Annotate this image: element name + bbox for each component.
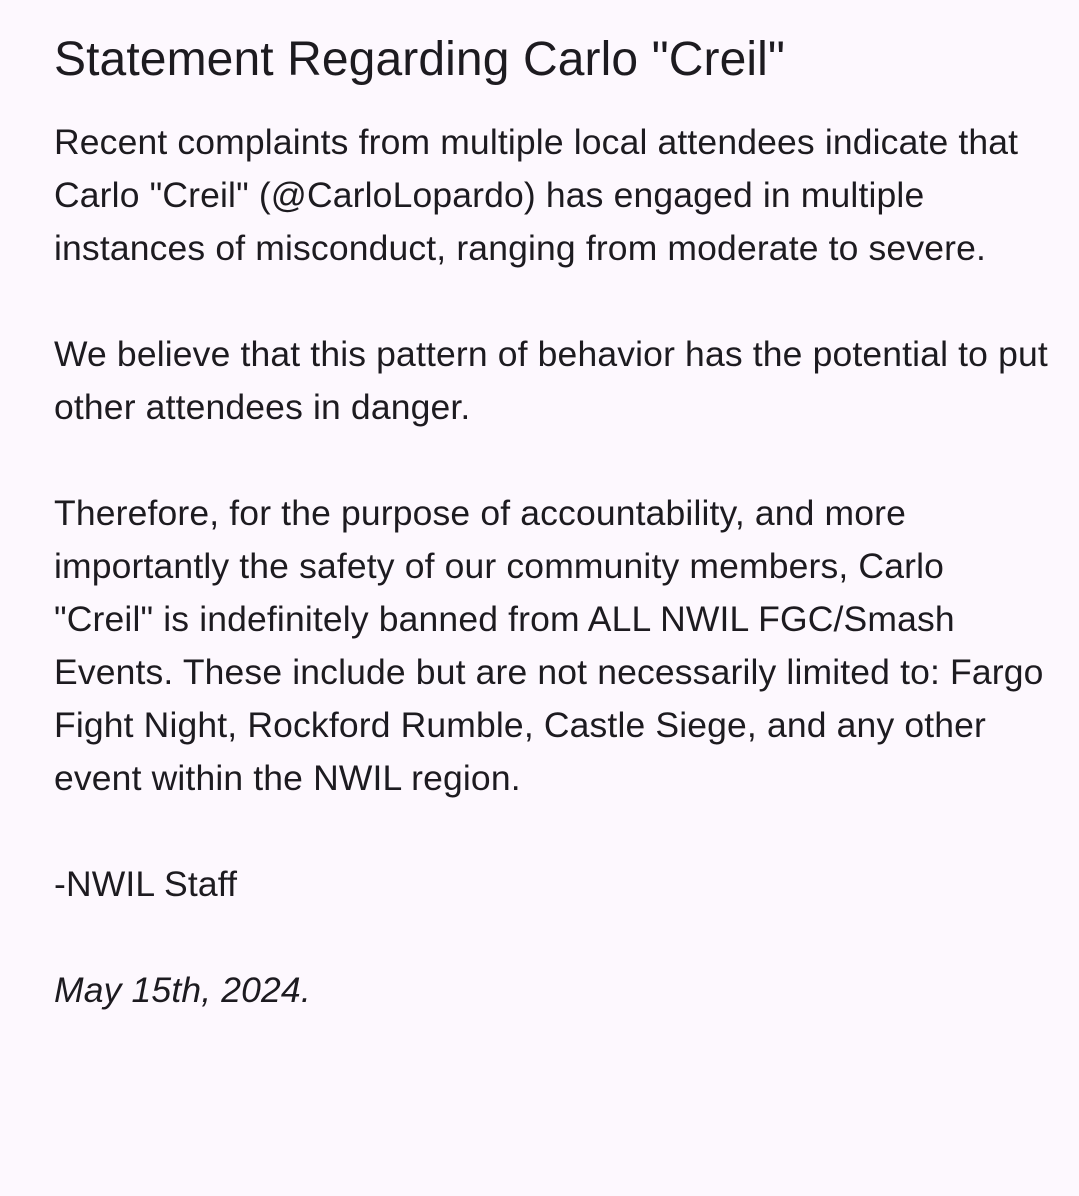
paragraph-spacer [54,275,1051,328]
paragraph-ban: Therefore, for the purpose of accountability, and more importantly the safety of our community members, Carlo "Creil" is indefinitely banned from ALL NWIL FGC/Smash Events. These include but are not necessarily limited to: Fargo Fight Night, Rockford Rumble, Castle Siege, and any other event within the NWIL region. [54,493,1044,798]
statement-date: May 15th, 2024. [54,970,311,1010]
paragraph-danger: We believe that this pattern of behavior has the potential to put other attendees in danger. [54,334,1048,427]
note-body[interactable] [54,116,1051,1017]
paragraph-spacer [54,911,1051,964]
paragraph-spacer [54,434,1051,487]
paragraph-complaints: Recent complaints from multiple local attendees indicate that Carlo "Creil" (@CarloLopardo) has engaged in multiple instances of misconduct, ranging from moderate to severe. [54,122,1019,268]
paragraph-spacer [54,805,1051,858]
note-title[interactable]: Statement Regarding Carlo "Creil" [54,33,786,86]
signature: -NWIL Staff [54,864,238,904]
